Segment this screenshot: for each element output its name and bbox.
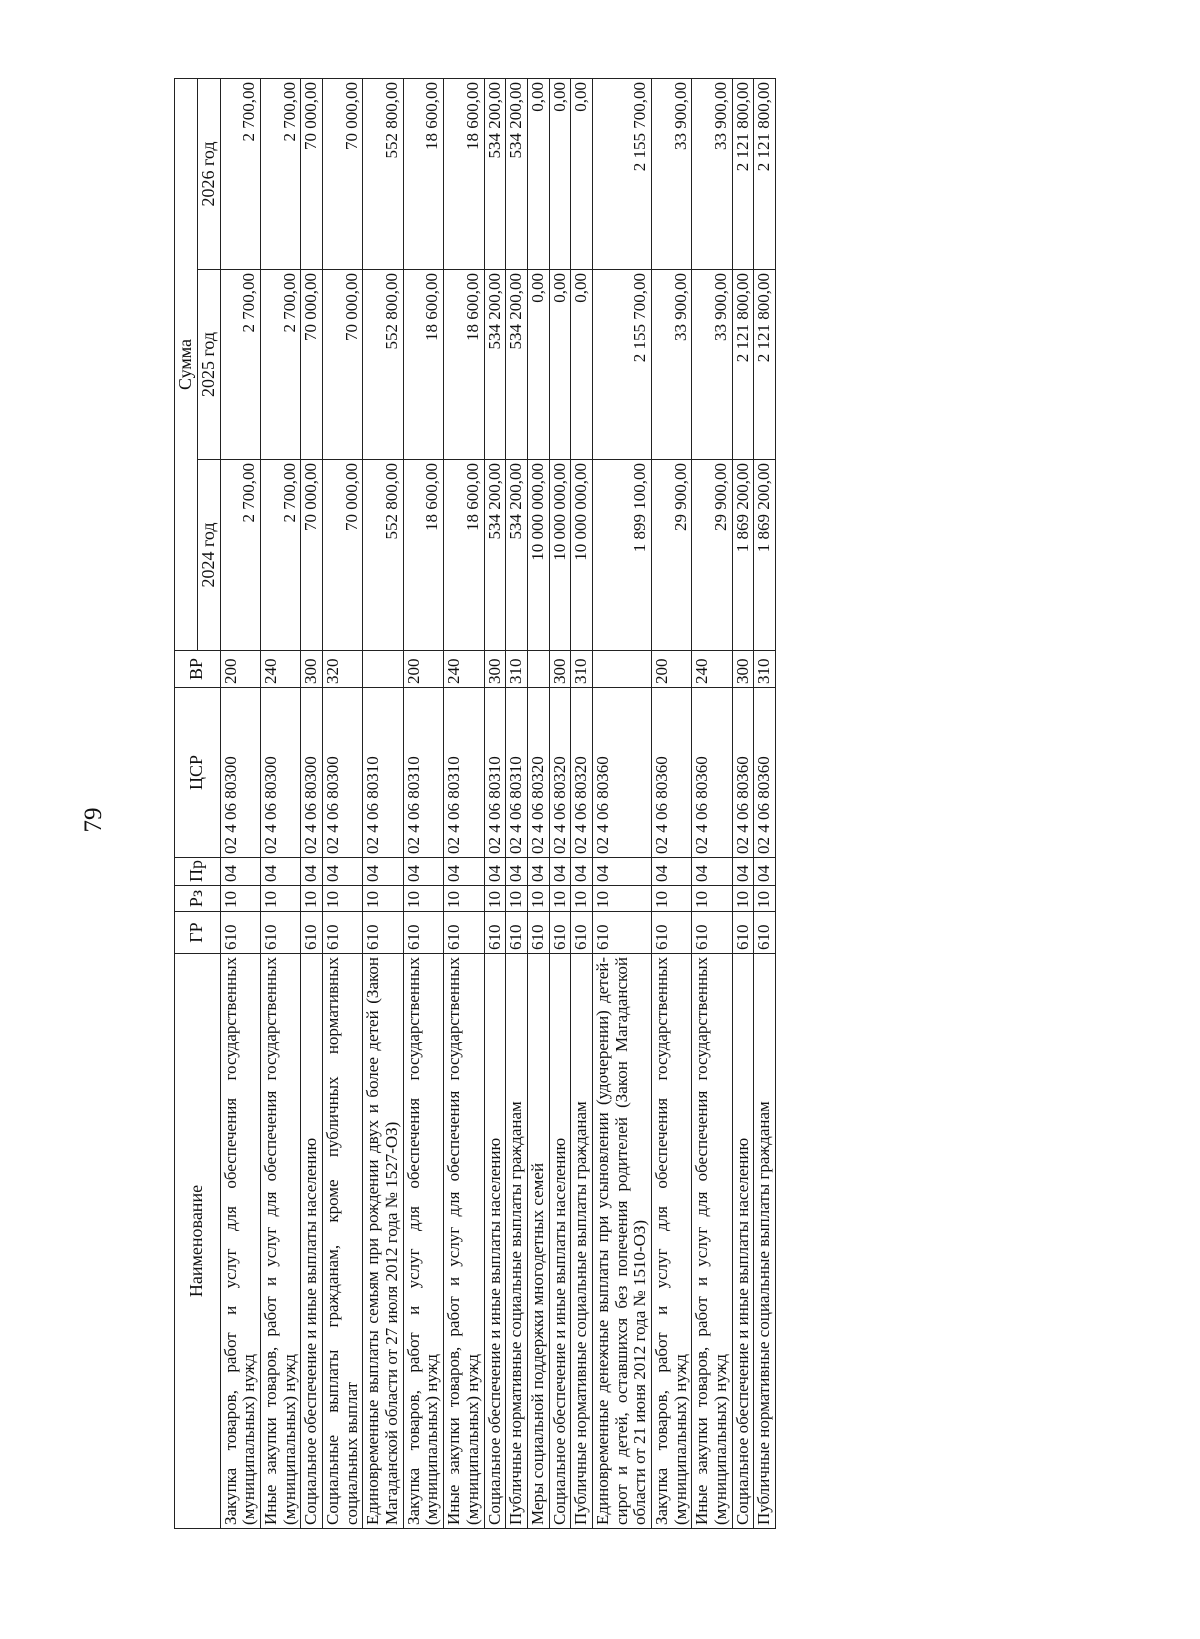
cell-name: Публичные нормативные социальные выплаты гражданам	[506, 954, 528, 1529]
cell-name: Единовременные денежные выплаты при усыновлении (удочерении) детей-сирот и детей, оставшихся без попечения родителей (Закон Магаданской области от 21 июня 2012 года № 1510-ОЗ)	[592, 954, 651, 1529]
cell-gr: 610	[484, 912, 506, 954]
cell-gr: 610	[652, 912, 692, 954]
cell-y2025: 2 121 800,00	[732, 270, 754, 460]
cell-y2025: 33 900,00	[652, 270, 692, 460]
cell-csr: 02 4 06 80310	[506, 688, 528, 858]
cell-gr: 610	[527, 912, 549, 954]
cell-csr: 02 4 06 80360	[732, 688, 754, 858]
header-gr: ГР	[175, 912, 221, 954]
header-sum: Сумма	[175, 78, 198, 650]
cell-y2025: 2 155 700,00	[592, 270, 651, 460]
cell-gr: 610	[549, 912, 571, 954]
cell-rz: 10	[754, 886, 776, 912]
header-pr: Пр	[175, 858, 221, 886]
cell-pr: 04	[444, 858, 484, 886]
cell-gr: 610	[363, 912, 403, 954]
cell-name: Публичные нормативные социальные выплаты гражданам	[571, 954, 593, 1529]
cell-csr: 02 4 06 80360	[754, 688, 776, 858]
cell-name: Единовременные выплаты семьям при рождении двух и более детей (Закон Магаданской области от 27 июля 2012 года № 1527-ОЗ)	[363, 954, 403, 1529]
cell-y2026: 18 600,00	[444, 78, 484, 269]
cell-pr: 04	[571, 858, 593, 886]
cell-y2025: 18 600,00	[403, 270, 443, 460]
cell-y2024: 18 600,00	[403, 460, 443, 651]
cell-gr: 610	[571, 912, 593, 954]
table-row	[403, 78, 443, 1528]
table-row	[260, 78, 300, 1528]
cell-y2024: 1 869 200,00	[754, 460, 776, 651]
cell-pr: 04	[260, 858, 300, 886]
header-rz: Рз	[175, 886, 221, 912]
header-2026: 2026 год	[197, 78, 220, 269]
cell-y2026: 70 000,00	[323, 78, 363, 269]
cell-rz: 10	[692, 886, 732, 912]
cell-y2025: 534 200,00	[506, 270, 528, 460]
cell-csr: 02 4 06 80320	[549, 688, 571, 858]
cell-y2025: 2 121 800,00	[754, 270, 776, 460]
cell-pr: 04	[484, 858, 506, 886]
cell-y2024: 18 600,00	[444, 460, 484, 651]
cell-y2024: 10 000 000,00	[527, 460, 549, 651]
cell-y2026: 2 155 700,00	[592, 78, 651, 269]
cell-vr: 200	[220, 651, 260, 688]
cell-y2024: 2 700,00	[220, 460, 260, 651]
cell-y2025: 0,00	[571, 270, 593, 460]
table-row	[571, 78, 593, 1528]
cell-y2025: 33 900,00	[692, 270, 732, 460]
cell-rz: 10	[323, 886, 363, 912]
cell-name: Иные закупки товаров, работ и услуг для обеспечения государственных (муниципальных) нужд	[444, 954, 484, 1529]
cell-pr: 04	[220, 858, 260, 886]
cell-csr: 02 4 06 80320	[527, 688, 549, 858]
table-row	[692, 78, 732, 1528]
cell-y2026: 534 200,00	[484, 78, 506, 269]
cell-vr	[527, 651, 549, 688]
table-row	[220, 78, 260, 1528]
page-number: 79	[80, 807, 107, 833]
table-row	[444, 78, 484, 1528]
header-name: Наименование	[175, 954, 221, 1529]
cell-gr: 610	[506, 912, 528, 954]
cell-name: Социальное обеспечение и иные выплаты населению	[732, 954, 754, 1529]
cell-y2026: 0,00	[549, 78, 571, 269]
cell-name: Социальное обеспечение и иные выплаты населению	[301, 954, 323, 1529]
cell-csr: 02 4 06 80310	[363, 688, 403, 858]
cell-y2025: 18 600,00	[444, 270, 484, 460]
cell-vr: 300	[732, 651, 754, 688]
cell-vr: 200	[652, 651, 692, 688]
cell-vr: 240	[692, 651, 732, 688]
cell-rz: 10	[506, 886, 528, 912]
cell-csr: 02 4 06 80300	[301, 688, 323, 858]
cell-y2026: 33 900,00	[652, 78, 692, 269]
cell-y2024: 29 900,00	[652, 460, 692, 651]
cell-y2025: 2 700,00	[260, 270, 300, 460]
cell-y2024: 534 200,00	[484, 460, 506, 651]
cell-y2024: 70 000,00	[301, 460, 323, 651]
cell-csr: 02 4 06 80310	[444, 688, 484, 858]
cell-rz: 10	[571, 886, 593, 912]
cell-vr: 300	[549, 651, 571, 688]
cell-pr: 04	[403, 858, 443, 886]
cell-gr: 610	[444, 912, 484, 954]
cell-y2026: 70 000,00	[301, 78, 323, 269]
cell-gr: 610	[592, 912, 651, 954]
cell-pr: 04	[754, 858, 776, 886]
cell-name: Социальное обеспечение и иные выплаты населению	[484, 954, 506, 1529]
cell-gr: 610	[754, 912, 776, 954]
table-row	[527, 78, 549, 1528]
cell-y2026: 534 200,00	[506, 78, 528, 269]
cell-y2025: 0,00	[549, 270, 571, 460]
cell-y2026: 552 800,00	[363, 78, 403, 269]
cell-rz: 10	[260, 886, 300, 912]
cell-gr: 610	[260, 912, 300, 954]
cell-rz: 10	[484, 886, 506, 912]
cell-name: Меры социальной поддержки многодетных семей	[527, 954, 549, 1529]
budget-table	[174, 78, 776, 1529]
cell-y2025: 2 700,00	[220, 270, 260, 460]
cell-gr: 610	[301, 912, 323, 954]
cell-csr: 02 4 06 80300	[323, 688, 363, 858]
header-2024: 2024 год	[197, 460, 220, 651]
cell-y2025: 534 200,00	[484, 270, 506, 460]
header-csr: ЦСР	[175, 688, 221, 858]
cell-csr: 02 4 06 80360	[692, 688, 732, 858]
cell-rz: 10	[403, 886, 443, 912]
cell-vr: 200	[403, 651, 443, 688]
cell-vr: 310	[571, 651, 593, 688]
cell-y2024: 534 200,00	[506, 460, 528, 651]
cell-gr: 610	[403, 912, 443, 954]
cell-rz: 10	[527, 886, 549, 912]
cell-vr: 310	[506, 651, 528, 688]
cell-name: Социальное обеспечение и иные выплаты населению	[549, 954, 571, 1529]
cell-pr: 04	[363, 858, 403, 886]
cell-vr: 240	[444, 651, 484, 688]
cell-pr: 04	[549, 858, 571, 886]
table-row	[754, 78, 776, 1528]
cell-y2024: 2 700,00	[260, 460, 300, 651]
cell-y2026: 2 121 800,00	[732, 78, 754, 269]
cell-y2026: 2 700,00	[260, 78, 300, 269]
cell-gr: 610	[220, 912, 260, 954]
cell-rz: 10	[592, 886, 651, 912]
cell-rz: 10	[444, 886, 484, 912]
cell-y2026: 33 900,00	[692, 78, 732, 269]
cell-y2026: 2 700,00	[220, 78, 260, 269]
cell-y2025: 0,00	[527, 270, 549, 460]
table-row	[323, 78, 363, 1528]
cell-name: Закупка товаров, работ и услуг для обеспечения государственных (муниципальных) нужд	[403, 954, 443, 1529]
cell-pr: 04	[732, 858, 754, 886]
cell-gr: 610	[732, 912, 754, 954]
cell-name: Закупка товаров, работ и услуг для обеспечения государственных (муниципальных) нужд	[652, 954, 692, 1529]
cell-name: Иные закупки товаров, работ и услуг для обеспечения государственных (муниципальных) нужд	[260, 954, 300, 1529]
cell-vr: 310	[754, 651, 776, 688]
cell-pr: 04	[527, 858, 549, 886]
cell-vr: 300	[484, 651, 506, 688]
table-row	[506, 78, 528, 1528]
cell-y2024: 29 900,00	[692, 460, 732, 651]
cell-y2024: 1 899 100,00	[592, 460, 651, 651]
cell-name: Публичные нормативные социальные выплаты гражданам	[754, 954, 776, 1529]
cell-vr: 300	[301, 651, 323, 688]
header-row	[175, 78, 198, 1528]
cell-gr: 610	[323, 912, 363, 954]
table-row	[732, 78, 754, 1528]
table-row	[549, 78, 571, 1528]
cell-y2025: 552 800,00	[363, 270, 403, 460]
cell-y2026: 0,00	[527, 78, 549, 269]
cell-vr: 240	[260, 651, 300, 688]
table-row	[301, 78, 323, 1528]
table-row	[363, 78, 403, 1528]
cell-name: Социальные выплаты гражданам, кроме публичных нормативных социальных выплат	[323, 954, 363, 1529]
cell-rz: 10	[732, 886, 754, 912]
cell-pr: 04	[692, 858, 732, 886]
cell-csr: 02 4 06 80360	[592, 688, 651, 858]
cell-vr: 320	[323, 651, 363, 688]
cell-y2024: 552 800,00	[363, 460, 403, 651]
cell-rz: 10	[301, 886, 323, 912]
table-body	[220, 78, 776, 1528]
cell-y2026: 0,00	[571, 78, 593, 269]
rotated-budget-table	[174, 79, 1066, 1529]
cell-y2026: 2 121 800,00	[754, 78, 776, 269]
table-row	[592, 78, 651, 1528]
cell-name: Иные закупки товаров, работ и услуг для обеспечения государственных (муниципальных) нужд	[692, 954, 732, 1529]
cell-pr: 04	[506, 858, 528, 886]
cell-y2024: 70 000,00	[323, 460, 363, 651]
cell-vr	[592, 651, 651, 688]
cell-y2025: 70 000,00	[323, 270, 363, 460]
cell-csr: 02 4 06 80300	[220, 688, 260, 858]
cell-pr: 04	[652, 858, 692, 886]
table-row	[652, 78, 692, 1528]
cell-gr: 610	[692, 912, 732, 954]
cell-y2024: 10 000 000,00	[549, 460, 571, 651]
cell-name: Закупка товаров, работ и услуг для обеспечения государственных (муниципальных) нужд	[220, 954, 260, 1529]
cell-pr: 04	[301, 858, 323, 886]
cell-y2025: 70 000,00	[301, 270, 323, 460]
header-2025: 2025 год	[197, 270, 220, 460]
cell-pr: 04	[323, 858, 363, 886]
cell-vr	[363, 651, 403, 688]
cell-rz: 10	[549, 886, 571, 912]
cell-rz: 10	[652, 886, 692, 912]
cell-pr: 04	[592, 858, 651, 886]
table-row	[484, 78, 506, 1528]
cell-y2024: 1 869 200,00	[732, 460, 754, 651]
cell-y2024: 10 000 000,00	[571, 460, 593, 651]
header-vr: ВР	[175, 651, 221, 688]
cell-rz: 10	[220, 886, 260, 912]
cell-csr: 02 4 06 80300	[260, 688, 300, 858]
cell-rz: 10	[363, 886, 403, 912]
cell-csr: 02 4 06 80320	[571, 688, 593, 858]
cell-csr: 02 4 06 80310	[484, 688, 506, 858]
cell-csr: 02 4 06 80360	[652, 688, 692, 858]
cell-y2026: 18 600,00	[403, 78, 443, 269]
cell-csr: 02 4 06 80310	[403, 688, 443, 858]
